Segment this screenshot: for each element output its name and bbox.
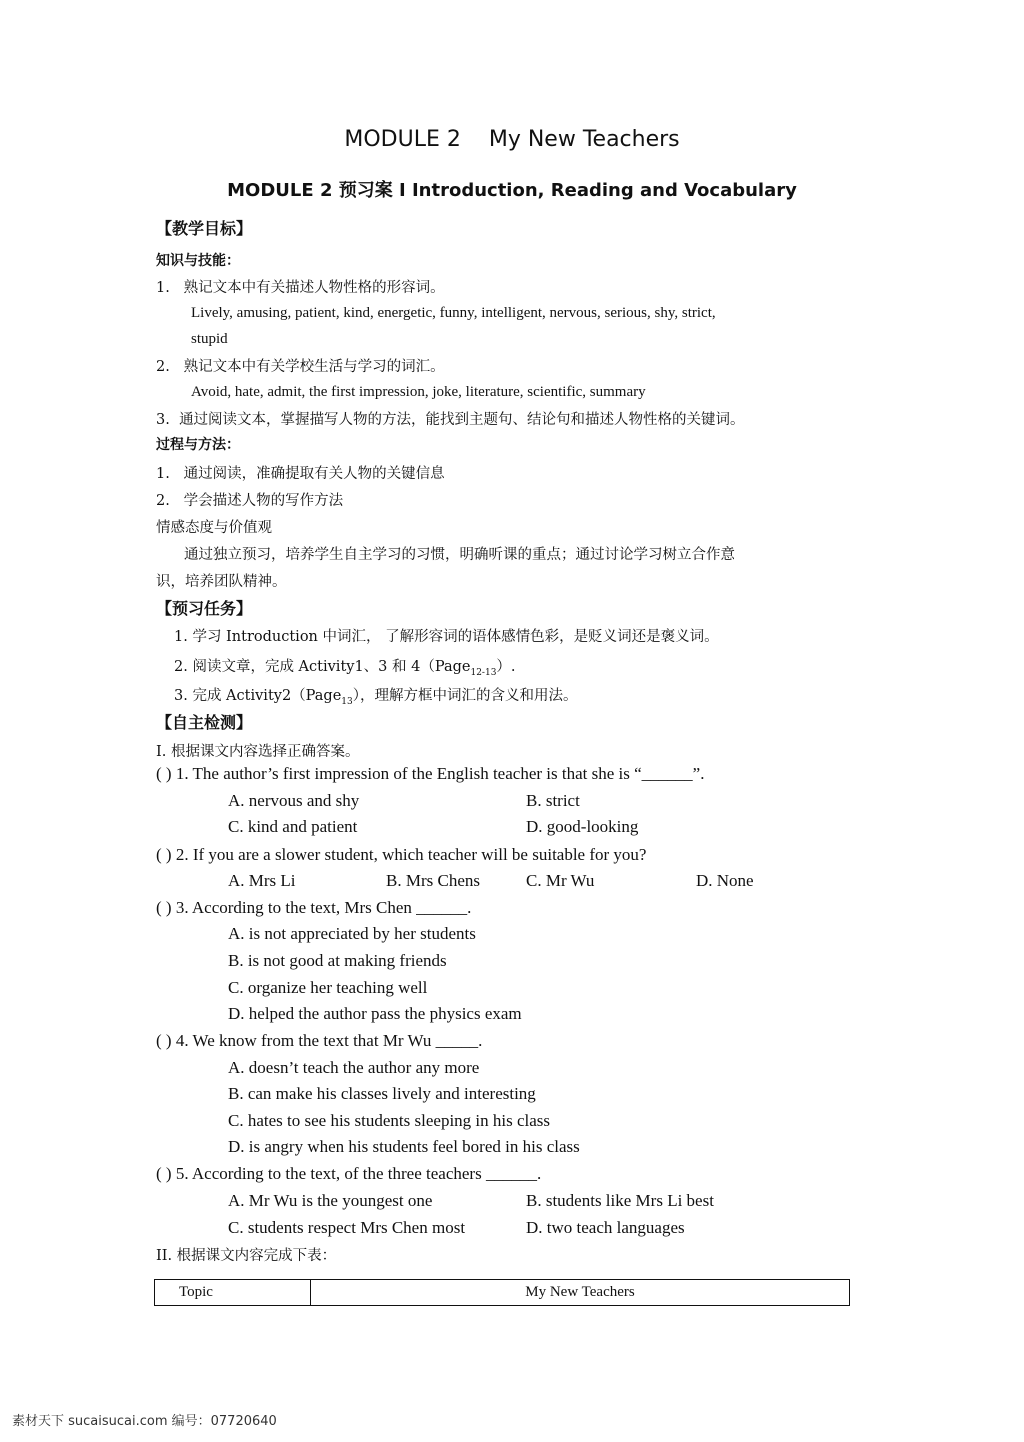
- q3-option-b: B. is not good at making friends: [228, 951, 447, 970]
- q5-option-c: C. students respect Mrs Chen most: [228, 1218, 466, 1237]
- question-2: ( ) 2. If you are a slower student, which teacher will be suitable for you?: [156, 845, 647, 864]
- q5-option-a: A. Mr Wu is the youngest one: [228, 1191, 433, 1210]
- check-heading: 【自主检测】: [156, 713, 253, 732]
- adjective-list-continued: stupid: [191, 331, 228, 347]
- q4-option-a: A. doesn’t teach the author any more: [228, 1058, 480, 1077]
- vocabulary-list: Avoid, hate, admit, the first impression, joke, literature, scientific, summary: [191, 384, 646, 400]
- module-name: My New Teachers: [488, 127, 680, 152]
- task-item-1: 1. 学习 Introduction 中词汇， 了解形容词的语体感情色彩，是贬义词还是褒义词。: [174, 629, 719, 645]
- table-cell-topic-value: My New Teachers: [525, 1284, 635, 1300]
- q1-option-b: B. strict: [526, 791, 580, 810]
- table-header-topic: Topic: [155, 1280, 311, 1305]
- q1-option-c: C. kind and patient: [228, 817, 358, 836]
- q1-option-a: A. nervous and shy: [228, 791, 360, 810]
- knowledge-item-3: 3. 通过阅读文本，掌握描写人物的方法，能找到主题句、结论句和描述人物性格的关键词。: [156, 412, 745, 428]
- process-item-2: 2. 学会描述人物的写作方法: [156, 493, 344, 509]
- q3-option-d: D. helped the author pass the physics exam: [228, 1004, 522, 1023]
- q3-option-c: C. organize her teaching well: [228, 978, 428, 997]
- attitude-text-line2: 识，培养团队精神。: [156, 574, 287, 590]
- q1-option-d: D. good-looking: [526, 817, 639, 836]
- question-5: ( ) 5. According to the text, of the three teachers ______.: [156, 1164, 542, 1183]
- q2-option-a: A. Mrs Li: [228, 871, 296, 890]
- q2-option-c: C. Mr Wu: [526, 871, 595, 890]
- question-1: ( ) 1. The author’s first impression of the English teacher is that she is “______”.: [156, 764, 705, 783]
- module-number: MODULE 2: [344, 127, 461, 152]
- page-subtitle: MODULE 2 预习案 I Introduction, Reading and Vocabulary: [227, 180, 797, 201]
- watermark: 素材天下 sucaisucai.com 编号：07720640: [12, 1414, 277, 1429]
- q5-option-d: D. two teach languages: [526, 1218, 685, 1237]
- knowledge-item-1: 1. 熟记文本中有关描述人物性格的形容词。: [156, 280, 445, 296]
- q4-option-b: B. can make his classes lively and interesting: [228, 1084, 536, 1103]
- part2-instruction: II. 根据课文内容完成下表：: [156, 1248, 337, 1264]
- part1-instruction: I. 根据课文内容选择正确答案。: [156, 744, 360, 760]
- q3-option-a: A. is not appreciated by her students: [228, 924, 476, 943]
- q4-option-d: D. is angry when his students feel bored in his class: [228, 1137, 580, 1156]
- goals-heading: 【教学目标】: [156, 219, 253, 238]
- question-3: ( ) 3. According to the text, Mrs Chen ______.: [156, 898, 472, 917]
- task-item-2: 2. 阅读文章，完成 Activity1、3 和 4（Page$_{12-13}$）.: [174, 659, 516, 678]
- process-label: 过程与方法：: [156, 437, 240, 453]
- q2-option-d: D. None: [696, 871, 754, 890]
- q4-option-c: C. hates to see his students sleeping in his class: [228, 1111, 551, 1130]
- tasks-heading: 【预习任务】: [156, 599, 253, 618]
- adjective-list: Lively, amusing, patient, kind, energetic, funny, intelligent, nervous, serious, shy, strict,: [191, 305, 716, 321]
- summary-table: [154, 1279, 850, 1306]
- attitude-text-line1: 通过独立预习，培养学生自主学习的习惯，明确听课的重点；通过讨论学习树立合作意: [184, 547, 735, 563]
- question-4: ( ) 4. We know from the text that Mr Wu _____.: [156, 1031, 483, 1050]
- process-item-1: 1. 通过阅读，准确提取有关人物的关键信息: [156, 466, 445, 482]
- q2-option-b: B. Mrs Chens: [386, 871, 480, 890]
- knowledge-label: 知识与技能：: [156, 253, 240, 269]
- attitude-label: 情感态度与价值观: [156, 520, 272, 536]
- task-item-3: 3. 完成 Activity2（Page$_{13}$），理解方框中词汇的含义和用法。: [174, 688, 578, 707]
- page-title: [0, 127, 1024, 152]
- knowledge-item-2: 2. 熟记文本中有关学校生活与学习的词汇。: [156, 359, 445, 375]
- q5-option-b: B. students like Mrs Li best: [526, 1191, 714, 1210]
